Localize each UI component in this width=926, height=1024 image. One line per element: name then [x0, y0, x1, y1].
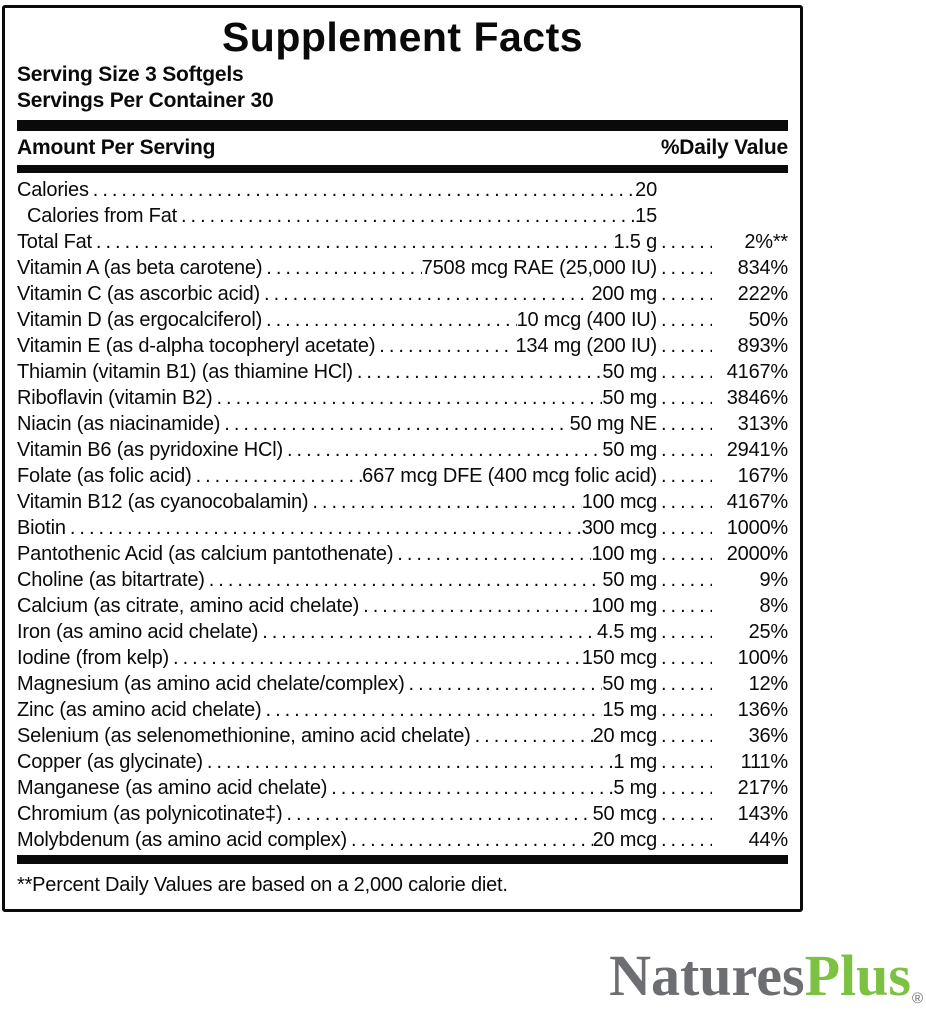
nutrient-name: Copper (as glycinate) — [17, 751, 203, 773]
column-dv-label: %Daily Value — [660, 136, 788, 159]
nutrient-amount: 50 mg — [602, 569, 657, 591]
nutrient-row — [17, 827, 788, 853]
nutrient-row — [17, 255, 788, 281]
nutrient-name: Niacin (as niacinamide) — [17, 413, 221, 435]
nutrient-amount: 50 mg — [602, 439, 657, 461]
dot-leader — [375, 333, 515, 359]
nutrient-row — [17, 697, 788, 723]
dot-leader — [262, 307, 517, 333]
nutrient-row — [17, 385, 788, 411]
servings-per-container: Servings Per Container 30 — [17, 89, 274, 112]
nutrient-percent: 167% — [737, 465, 788, 487]
nutrient-name: Total Fat — [17, 231, 92, 253]
dot-leader — [262, 255, 421, 281]
nutrient-rows — [17, 177, 788, 853]
nutrient-amount: 20 mcg — [592, 725, 657, 747]
column-header-row — [17, 131, 788, 165]
nutrient-row — [17, 593, 788, 619]
nutrient-percent: 143% — [737, 803, 788, 825]
nutrient-row — [17, 463, 788, 489]
nutrient-percent: 9% — [759, 569, 788, 591]
dot-leader-2 — [657, 801, 712, 827]
nutrient-amount: 50 mg — [602, 387, 657, 409]
nutrient-name: Calories — [17, 179, 89, 201]
nutrient-row — [17, 411, 788, 437]
nutrient-name: Molybdenum (as amino acid complex) — [17, 829, 348, 851]
dot-leader-2 — [657, 827, 712, 853]
nutrient-amount: 100 mcg — [581, 491, 657, 513]
nutrient-amount: 10 mcg (400 IU) — [516, 309, 657, 331]
nutrient-name: Vitamin D (as ergocalciferol) — [17, 309, 263, 331]
dot-leader-2 — [657, 671, 712, 697]
nutrient-row — [17, 359, 788, 385]
dot-leader-2 — [657, 619, 712, 645]
dot-leader — [282, 801, 592, 827]
divider-bar-bottom — [17, 855, 788, 864]
nutrient-amount: 15 — [635, 205, 657, 227]
nutrient-row — [17, 203, 788, 229]
nutrient-name: Choline (as bitartrate) — [17, 569, 205, 591]
nutrient-row — [17, 619, 788, 645]
nutrient-amount: 5 mg — [613, 777, 657, 799]
nutrient-percent: 25% — [748, 621, 788, 643]
nutrient-name: Biotin — [17, 517, 66, 539]
dot-leader-2 — [657, 463, 712, 489]
brand-logo — [609, 945, 922, 1022]
nutrient-amount: 200 mg — [591, 283, 657, 305]
nutrient-percent: 100% — [737, 647, 788, 669]
dot-leader — [260, 281, 591, 307]
dot-leader-2 — [657, 281, 712, 307]
nutrient-name: Vitamin A (as beta carotene) — [17, 257, 263, 279]
nutrient-percent: 36% — [748, 725, 788, 747]
dot-leader-2 — [657, 723, 712, 749]
nutrient-name: Thiamin (vitamin B1) (as thiamine HCl) — [17, 361, 353, 383]
nutrient-row — [17, 671, 788, 697]
nutrient-amount: 300 mcg — [581, 517, 657, 539]
nutrient-amount: 7508 mcg RAE (25,000 IU) — [421, 257, 657, 279]
dot-leader — [89, 177, 635, 203]
dot-leader-2 — [657, 697, 712, 723]
dot-leader — [471, 723, 593, 749]
nutrient-row — [17, 723, 788, 749]
nutrient-name: Iron (as amino acid chelate) — [17, 621, 259, 643]
nutrient-name: Manganese (as amino acid chelate) — [17, 777, 328, 799]
nutrient-name: Folate (as folic acid) — [17, 465, 192, 487]
nutrient-name: Calcium (as citrate, amino acid chelate) — [17, 595, 360, 617]
dot-leader-2 — [657, 515, 712, 541]
serving-size: Serving Size 3 Softgels — [17, 63, 244, 86]
dot-leader — [308, 489, 581, 515]
nutrient-row — [17, 645, 788, 671]
nutrient-percent: 313% — [737, 413, 788, 435]
nutrient-amount: 150 mcg — [581, 647, 657, 669]
nutrient-amount: 50 mg — [602, 361, 657, 383]
nutrient-percent: 4167% — [726, 491, 788, 513]
dot-leader-2 — [657, 255, 712, 281]
logo-text-natures: Natures — [609, 943, 805, 1008]
dot-leader-2 — [657, 385, 712, 411]
nutrient-percent: 8% — [759, 595, 788, 617]
nutrient-amount: 1.5 g — [613, 231, 657, 253]
dot-leader — [283, 437, 602, 463]
facts-title: Supplement Facts — [221, 14, 584, 60]
nutrient-amount: 15 mg — [602, 699, 657, 721]
dot-leader-2 — [657, 749, 712, 775]
dot-leader-2 — [657, 359, 712, 385]
nutrient-row — [17, 177, 788, 203]
nutrient-percent: 2%** — [744, 231, 788, 253]
nutrient-percent: 50% — [748, 309, 788, 331]
dot-leader — [327, 775, 613, 801]
nutrient-percent: 834% — [737, 257, 788, 279]
dot-leader — [212, 385, 602, 411]
dot-leader — [192, 463, 363, 489]
nutrient-amount: 100 mg — [591, 543, 657, 565]
nutrient-amount: 134 mg (200 IU) — [515, 335, 657, 357]
dot-leader-2 — [657, 307, 712, 333]
nutrient-name: Chromium (as polynicotinate‡) — [17, 803, 283, 825]
dot-leader-2 — [657, 593, 712, 619]
dot-leader-2 — [657, 775, 712, 801]
nutrient-name: Iodine (from kelp) — [17, 647, 170, 669]
nutrient-row — [17, 541, 788, 567]
nutrient-name: Vitamin E (as d-alpha tocopheryl acetate) — [17, 335, 376, 357]
dot-leader — [203, 749, 613, 775]
dot-leader — [353, 359, 603, 385]
nutrient-row — [17, 775, 788, 801]
footnote: **Percent Daily Values are based on a 2,000 calorie diet. — [17, 874, 508, 896]
dot-leader — [92, 229, 614, 255]
dot-leader-2 — [657, 645, 712, 671]
dot-leader — [169, 645, 582, 671]
dot-leader-2 — [657, 489, 712, 515]
registered-mark-icon: ® — [911, 990, 923, 1007]
dot-leader — [359, 593, 591, 619]
dot-leader — [177, 203, 635, 229]
nutrient-amount: 20 — [635, 179, 657, 201]
dot-leader — [262, 697, 603, 723]
nutrient-row — [17, 229, 788, 255]
nutrient-name: Pantothenic Acid (as calcium pantothenate) — [17, 543, 394, 565]
nutrient-amount: 50 mg NE — [569, 413, 657, 435]
nutrient-name: Magnesium (as amino acid chelate/complex) — [17, 673, 405, 695]
dot-leader-2 — [657, 541, 712, 567]
nutrient-row — [17, 437, 788, 463]
dot-leader — [258, 619, 597, 645]
dot-leader-2 — [657, 437, 712, 463]
nutrient-row — [17, 515, 788, 541]
dot-leader — [405, 671, 603, 697]
nutrient-percent: 217% — [737, 777, 788, 799]
nutrient-name: Vitamin B6 (as pyridoxine HCl) — [17, 439, 283, 461]
divider-bar-top — [17, 120, 788, 131]
nutrient-amount: 50 mcg — [592, 803, 657, 825]
nutrient-percent: 12% — [748, 673, 788, 695]
nutrient-amount: 1 mg — [613, 751, 657, 773]
nutrient-name: Calories from Fat — [27, 205, 177, 227]
nutrient-row — [17, 307, 788, 333]
nutrient-percent: 1000% — [726, 517, 788, 539]
nutrient-amount: 100 mg — [591, 595, 657, 617]
nutrient-row — [17, 333, 788, 359]
nutrient-amount: 50 mg — [602, 673, 657, 695]
nutrient-name: Vitamin C (as ascorbic acid) — [17, 283, 261, 305]
nutrient-percent: 136% — [737, 699, 788, 721]
nutrient-name: Selenium (as selenomethionine, amino acid chelate) — [17, 725, 471, 747]
nutrient-row — [17, 567, 788, 593]
nutrient-percent: 2000% — [726, 543, 788, 565]
dot-leader-2 — [657, 411, 712, 437]
nutrient-percent: 4167% — [726, 361, 788, 383]
nutrient-name: Zinc (as amino acid chelate) — [17, 699, 262, 721]
nutrient-name: Riboflavin (vitamin B2) — [17, 387, 213, 409]
nutrient-amount: 667 mcg DFE (400 mcg folic acid) — [362, 465, 657, 487]
dot-leader — [66, 515, 582, 541]
dot-leader — [220, 411, 569, 437]
nutrient-percent: 3846% — [726, 387, 788, 409]
nutrient-row — [17, 489, 788, 515]
nutrient-name: Vitamin B12 (as cyanocobalamin) — [17, 491, 309, 513]
dot-leader — [347, 827, 593, 853]
nutrient-percent: 222% — [737, 283, 788, 305]
nutrient-row — [17, 749, 788, 775]
dot-leader-2 — [657, 333, 712, 359]
nutrient-percent: 893% — [737, 335, 788, 357]
logo-text-plus: Plus — [804, 943, 911, 1008]
dot-leader — [393, 541, 591, 567]
nutrient-amount: 20 mcg — [592, 829, 657, 851]
nutrient-percent: 44% — [748, 829, 788, 851]
nutrient-row — [17, 281, 788, 307]
dot-leader — [205, 567, 603, 593]
nutrient-row — [17, 801, 788, 827]
divider-bar-header — [17, 165, 788, 173]
column-amount-label: Amount Per Serving — [17, 136, 216, 159]
dot-leader-2 — [657, 567, 712, 593]
supplement-facts-panel — [2, 5, 803, 912]
dot-leader-2 — [657, 229, 712, 255]
nutrient-percent: 2941% — [726, 439, 788, 461]
nutrient-percent: 111% — [740, 751, 788, 773]
serving-block — [17, 62, 788, 114]
nutrient-amount: 4.5 mg — [597, 621, 657, 643]
